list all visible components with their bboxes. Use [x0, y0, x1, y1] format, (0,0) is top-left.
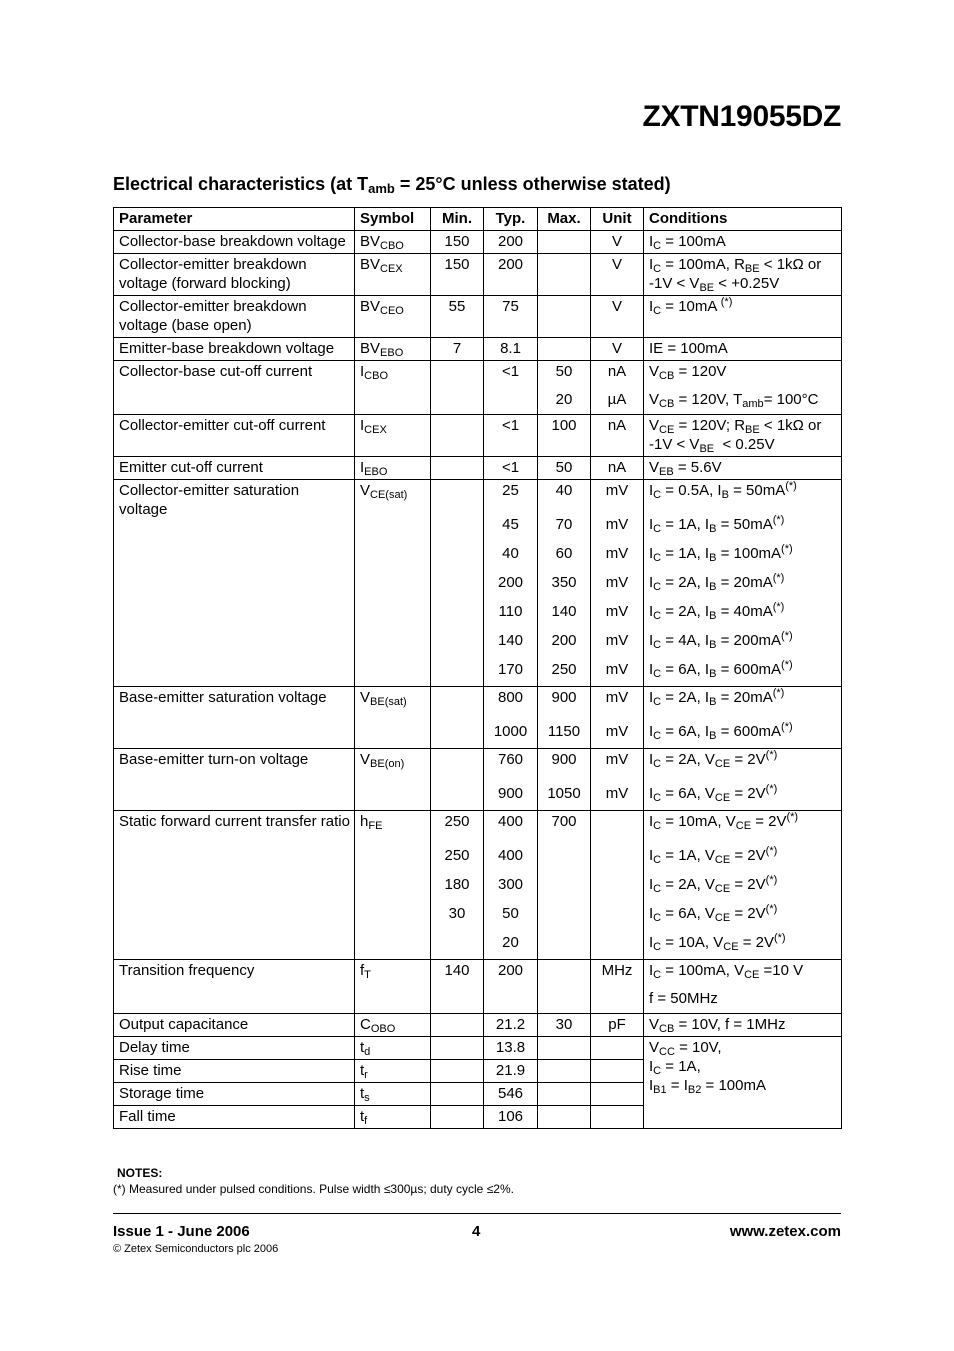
unit-value: mV	[605, 661, 629, 678]
cell-min	[431, 811, 484, 960]
table-row	[114, 811, 842, 960]
condition-line: $I_C = 2A$, $I_B = 20mA^{(*)}$	[649, 687, 785, 708]
cell-unit: V	[591, 231, 644, 254]
condition-line: $I_C = 2A$, $I_B = 20mA^{(*)}$	[649, 572, 785, 593]
cell-symbol: $V_{CE(sat)}$	[355, 480, 431, 687]
cell-unit: MHz	[591, 960, 644, 1014]
footer-issue: Issue 1 - June 2006	[113, 1223, 250, 1240]
condition-line: $I_C = 10A$, $V_{CE} = 2V^{(*)}$	[649, 932, 786, 953]
cell-parameter: Base-emitter saturation voltage	[114, 687, 355, 749]
cell-symbol: $BV_{CEO}$	[355, 296, 431, 338]
cell-typ	[484, 749, 538, 811]
header-conditions: Conditions	[644, 208, 842, 231]
cell-min	[431, 1083, 484, 1106]
table-row	[114, 480, 842, 687]
max-value: 900	[551, 689, 577, 706]
cell-conditions: $I_C = 100mA$, $R_{BE} < 1k\Omega$ or $-1V < V_{BE} < +0.25V$	[644, 254, 842, 296]
cell-min	[431, 415, 484, 457]
cell-min: 150	[431, 254, 484, 296]
cell-unit	[591, 361, 644, 415]
min-value	[433, 928, 481, 957]
max-value: 40	[555, 482, 573, 499]
cell-conditions: $I_C = 10mA$ (*)	[644, 296, 842, 338]
max-value: 900	[551, 751, 577, 768]
unit-value: mV	[605, 751, 629, 768]
typ-value: 45	[502, 516, 519, 533]
condition-line: $I_C = 2A$, $V_{CE} = 2V^{(*)}$	[649, 749, 778, 770]
header-unit: Unit	[591, 208, 644, 231]
cell-min	[431, 1014, 484, 1037]
cell-parameter: Rise time	[114, 1060, 355, 1083]
cell-parameter: Emitter-base breakdown voltage	[114, 338, 355, 361]
cell-min: 150	[431, 231, 484, 254]
cell-symbol: $t_s$	[355, 1083, 431, 1106]
condition-line: $I_C = 2A$, $I_B = 40mA^{(*)}$	[649, 601, 785, 622]
cell-symbol: $t_d$	[355, 1037, 431, 1060]
table-row	[114, 296, 842, 338]
cell-parameter: Collector-emitter breakdown voltage (base open)	[114, 296, 355, 338]
cell-parameter: Collector-emitter breakdown voltage (forward blocking)	[114, 254, 355, 296]
cell-max: 50	[538, 457, 591, 480]
electrical-characteristics-table	[113, 207, 842, 1129]
cell-min	[431, 1037, 484, 1060]
cell-max	[538, 1037, 591, 1060]
footer-copyright: © Zetex Semiconductors plc 2006	[113, 1243, 279, 1255]
cell-symbol: $I_{CBO}$	[355, 361, 431, 415]
cell-parameter: Collector-emitter saturation voltage	[114, 480, 355, 687]
cell-symbol: $BV_{CEX}$	[355, 254, 431, 296]
cell-min	[431, 749, 484, 811]
cell-symbol: $I_{EBO}$	[355, 457, 431, 480]
condition-line: $V_{CB} = 120V$	[649, 363, 727, 382]
cell-parameter: Collector-base breakdown voltage	[114, 231, 355, 254]
typ-value: 1000	[493, 723, 528, 740]
cell-parameter: Collector-base cut-off current	[114, 361, 355, 415]
condition-line: f = 50MHz	[649, 990, 718, 1007]
unit-value: mV	[605, 545, 629, 562]
max-value: 70	[555, 516, 573, 533]
cell-parameter: Fall time	[114, 1106, 355, 1129]
cell-typ	[484, 687, 538, 749]
cell-symbol: $I_{CEX}$	[355, 415, 431, 457]
cell-max	[538, 687, 591, 749]
cell-symbol: $BV_{EBO}$	[355, 338, 431, 361]
cell-conditions: IE = 100mA	[644, 338, 842, 361]
cell-typ: 200	[484, 254, 538, 296]
max-value: 140	[551, 603, 577, 620]
footer-page-number: 4	[472, 1223, 481, 1240]
cell-typ	[484, 811, 538, 960]
max-value: 350	[551, 574, 577, 591]
table-row	[114, 338, 842, 361]
cell-unit: nA	[591, 457, 644, 480]
table-row	[114, 415, 842, 457]
unit-value: µA	[607, 391, 627, 408]
max-value: 700	[551, 813, 577, 830]
cell-max	[538, 254, 591, 296]
typ-value: 300	[497, 876, 524, 893]
unit-value: mV	[605, 603, 629, 620]
condition-line: $V_{CB} = 120V$, $T_{amb}= 100^\circ C$	[649, 391, 819, 410]
section-heading	[113, 174, 671, 195]
cell-typ: 200	[484, 960, 538, 1014]
cell-unit	[591, 1060, 644, 1083]
condition-line: $I_C = 10mA$, $V_{CE} = 2V^{(*)}$	[649, 811, 799, 832]
table-row	[114, 361, 842, 415]
unit-value: nA	[607, 363, 627, 380]
cell-parameter: Output capacitance	[114, 1014, 355, 1037]
cell-symbol: $f_T$	[355, 960, 431, 1014]
min-value: 250	[444, 847, 470, 864]
cell-max	[538, 1106, 591, 1129]
cell-symbol: $h_{FE}$	[355, 811, 431, 960]
cell-unit	[591, 811, 644, 960]
notes	[113, 1166, 518, 1196]
table-row	[114, 1037, 842, 1060]
cell-min: 140	[431, 960, 484, 1014]
cell-unit	[591, 749, 644, 811]
condition-line: $I_C = 1A$, $I_B = 50mA^{(*)}$	[649, 514, 785, 535]
cell-min: 7	[431, 338, 484, 361]
table-row	[114, 254, 842, 296]
unit-value: mV	[605, 689, 629, 706]
cell-conditions	[644, 480, 842, 687]
condition-line: $I_C = 0.5A$, $I_B = 50mA^{(*)}$	[649, 480, 797, 501]
cell-conditions: $V_{CB} = 10V$, f = 1MHz	[644, 1014, 842, 1037]
cell-min	[431, 480, 484, 687]
cell-typ: 21.9	[484, 1060, 538, 1083]
typ-value: 140	[497, 632, 524, 649]
condition-line: $I_C = 6A$, $V_{CE} = 2V^{(*)}$	[649, 903, 778, 924]
cell-conditions	[644, 960, 842, 1014]
condition-line: $I_C = 2A$, $V_{CE} = 2V^{(*)}$	[649, 874, 778, 895]
cell-min: 55	[431, 296, 484, 338]
condition-line: $I_{B1} = I_{B2} = 100mA$	[649, 1077, 766, 1096]
cell-typ: 200	[484, 231, 538, 254]
cell-parameter: Emitter cut-off current	[114, 457, 355, 480]
condition-line: $I_C = 1A$, $V_{CE} = 2V^{(*)}$	[649, 845, 778, 866]
cell-max: 100	[538, 415, 591, 457]
unit-value: mV	[605, 785, 629, 802]
cell-unit	[591, 480, 644, 687]
unit-value: mV	[605, 632, 629, 649]
typ-value: 25	[502, 482, 519, 499]
table-row	[114, 960, 842, 1014]
unit-value: mV	[605, 723, 629, 740]
cell-typ: 106	[484, 1106, 538, 1129]
footer-website: www.zetex.com	[729, 1223, 841, 1240]
table-row	[114, 687, 842, 749]
cell-symbol: $V_{BE(sat)}$	[355, 687, 431, 749]
cell-max	[538, 231, 591, 254]
max-value	[540, 841, 588, 870]
heading-subscript: amb	[368, 181, 395, 196]
cell-typ: <1	[484, 415, 538, 457]
condition-line: $I_C = 6A$, $V_{CE} = 2V^{(*)}$	[649, 783, 778, 804]
cell-parameter: Base-emitter turn-on voltage	[114, 749, 355, 811]
cell-max	[538, 338, 591, 361]
cell-typ: <1	[484, 457, 538, 480]
cell-typ: 546	[484, 1083, 538, 1106]
max-value: 1150	[547, 723, 581, 740]
notes-text: (*) Measured under pulsed conditions. Pulse width ≤300µs; duty cycle ≤2%.	[113, 1182, 514, 1196]
header-max: Max.	[538, 208, 591, 231]
cell-unit	[591, 1083, 644, 1106]
max-value: 250	[551, 661, 577, 678]
max-value: 1050	[547, 785, 581, 802]
cell-min	[431, 687, 484, 749]
cell-conditions: $V_{CE} = 120V$; $R_{BE} < 1k\Omega$ or $-1V < V_{BE} < 0.25V$	[644, 415, 842, 457]
cell-unit	[591, 1037, 644, 1060]
cell-max	[538, 480, 591, 687]
header-parameter: Parameter	[114, 208, 355, 231]
typ-value: 200	[497, 574, 524, 591]
max-value: 20	[555, 391, 573, 408]
min-value: 250	[444, 813, 470, 830]
cell-typ: 8.1	[484, 338, 538, 361]
table-row	[114, 1014, 842, 1037]
cell-max	[538, 749, 591, 811]
heading-suffix: = 25°C unless otherwise stated)	[394, 174, 671, 194]
cell-symbol: $t_f$	[355, 1106, 431, 1129]
cell-conditions-switching	[644, 1037, 842, 1129]
cell-typ	[484, 480, 538, 687]
cell-max	[538, 1060, 591, 1083]
cell-min	[431, 361, 484, 415]
cell-conditions	[644, 361, 842, 415]
typ-value: 400	[497, 847, 524, 864]
cell-conditions	[644, 749, 842, 811]
cell-symbol: $t_r$	[355, 1060, 431, 1083]
condition-line: $I_C = 100mA$, $V_{CE} =10$ V	[649, 962, 804, 981]
cell-unit	[591, 1106, 644, 1129]
max-value: 50	[555, 363, 573, 380]
header-symbol: Symbol	[355, 208, 431, 231]
typ-value: 50	[502, 905, 519, 922]
cell-parameter: Transition frequency	[114, 960, 355, 1014]
condition-line: $I_C = 1A$, $I_B = 100mA^{(*)}$	[649, 543, 793, 564]
cell-min	[431, 457, 484, 480]
typ-value: 400	[497, 813, 524, 830]
table-row	[114, 457, 842, 480]
cell-min	[431, 1106, 484, 1129]
part-number-title: ZXTN19055DZ	[642, 100, 841, 133]
cell-unit: V	[591, 296, 644, 338]
cell-parameter: Storage time	[114, 1083, 355, 1106]
table-row	[114, 749, 842, 811]
cell-unit	[591, 687, 644, 749]
condition-line: $I_C = 1A$,	[649, 1058, 701, 1077]
max-value	[540, 928, 588, 957]
cell-conditions: $V_{EB} = 5.6V$	[644, 457, 842, 480]
cell-max	[538, 361, 591, 415]
cell-max: 30	[538, 1014, 591, 1037]
table-body	[114, 231, 842, 1129]
cell-max	[538, 811, 591, 960]
typ-value: 760	[497, 751, 524, 768]
condition-line: $I_C = 4A$, $I_B = 200mA^{(*)}$	[649, 630, 793, 651]
cell-unit: V	[591, 338, 644, 361]
condition-line: $I_C = 6A$, $I_B = 600mA^{(*)}$	[649, 659, 793, 680]
unit-value: mV	[605, 516, 629, 533]
condition-line: $V_{CC} = 10V$,	[649, 1039, 722, 1058]
cell-parameter: Static forward current transfer ratio	[114, 811, 355, 960]
typ-value: 110	[498, 603, 523, 620]
min-value: 30	[448, 905, 466, 922]
cell-symbol: $C_{OBO}$	[355, 1014, 431, 1037]
header-typ: Typ.	[484, 208, 538, 231]
min-value: 180	[444, 876, 470, 893]
footer-divider	[113, 1213, 841, 1214]
typ-value: 900	[497, 785, 524, 802]
cell-conditions	[644, 811, 842, 960]
max-value	[540, 899, 588, 928]
max-value: 60	[555, 545, 573, 562]
cell-typ: <1	[484, 361, 538, 415]
cell-symbol: $BV_{CBO}$	[355, 231, 431, 254]
header-min: Min.	[431, 208, 484, 231]
cell-min	[431, 1060, 484, 1083]
cell-unit: V	[591, 254, 644, 296]
cell-typ: 13.8	[484, 1037, 538, 1060]
cell-max	[538, 1083, 591, 1106]
cell-parameter: Delay time	[114, 1037, 355, 1060]
cell-unit: nA	[591, 415, 644, 457]
cell-unit: pF	[591, 1014, 644, 1037]
max-value	[540, 870, 588, 899]
cell-typ: 21.2	[484, 1014, 538, 1037]
heading-prefix: Electrical characteristics (at T	[113, 174, 369, 194]
table-header-row	[114, 208, 842, 231]
typ-value: 170	[497, 661, 524, 678]
unit-value: mV	[605, 574, 629, 591]
cell-typ: 75	[484, 296, 538, 338]
notes-title: NOTES:	[117, 1166, 163, 1180]
cell-conditions: $I_C = 100mA$	[644, 231, 842, 254]
cell-conditions	[644, 687, 842, 749]
table-row	[114, 231, 842, 254]
typ-value: 20	[502, 934, 519, 951]
cell-parameter: Collector-emitter cut-off current	[114, 415, 355, 457]
cell-symbol: $V_{BE(on)}$	[355, 749, 431, 811]
max-value: 200	[551, 632, 577, 649]
cell-max	[538, 960, 591, 1014]
typ-value: 40	[502, 545, 519, 562]
unit-value: mV	[605, 482, 629, 499]
cell-max	[538, 296, 591, 338]
typ-value: 800	[497, 689, 524, 706]
condition-line: $I_C = 6A$, $I_B = 600mA^{(*)}$	[649, 721, 793, 742]
